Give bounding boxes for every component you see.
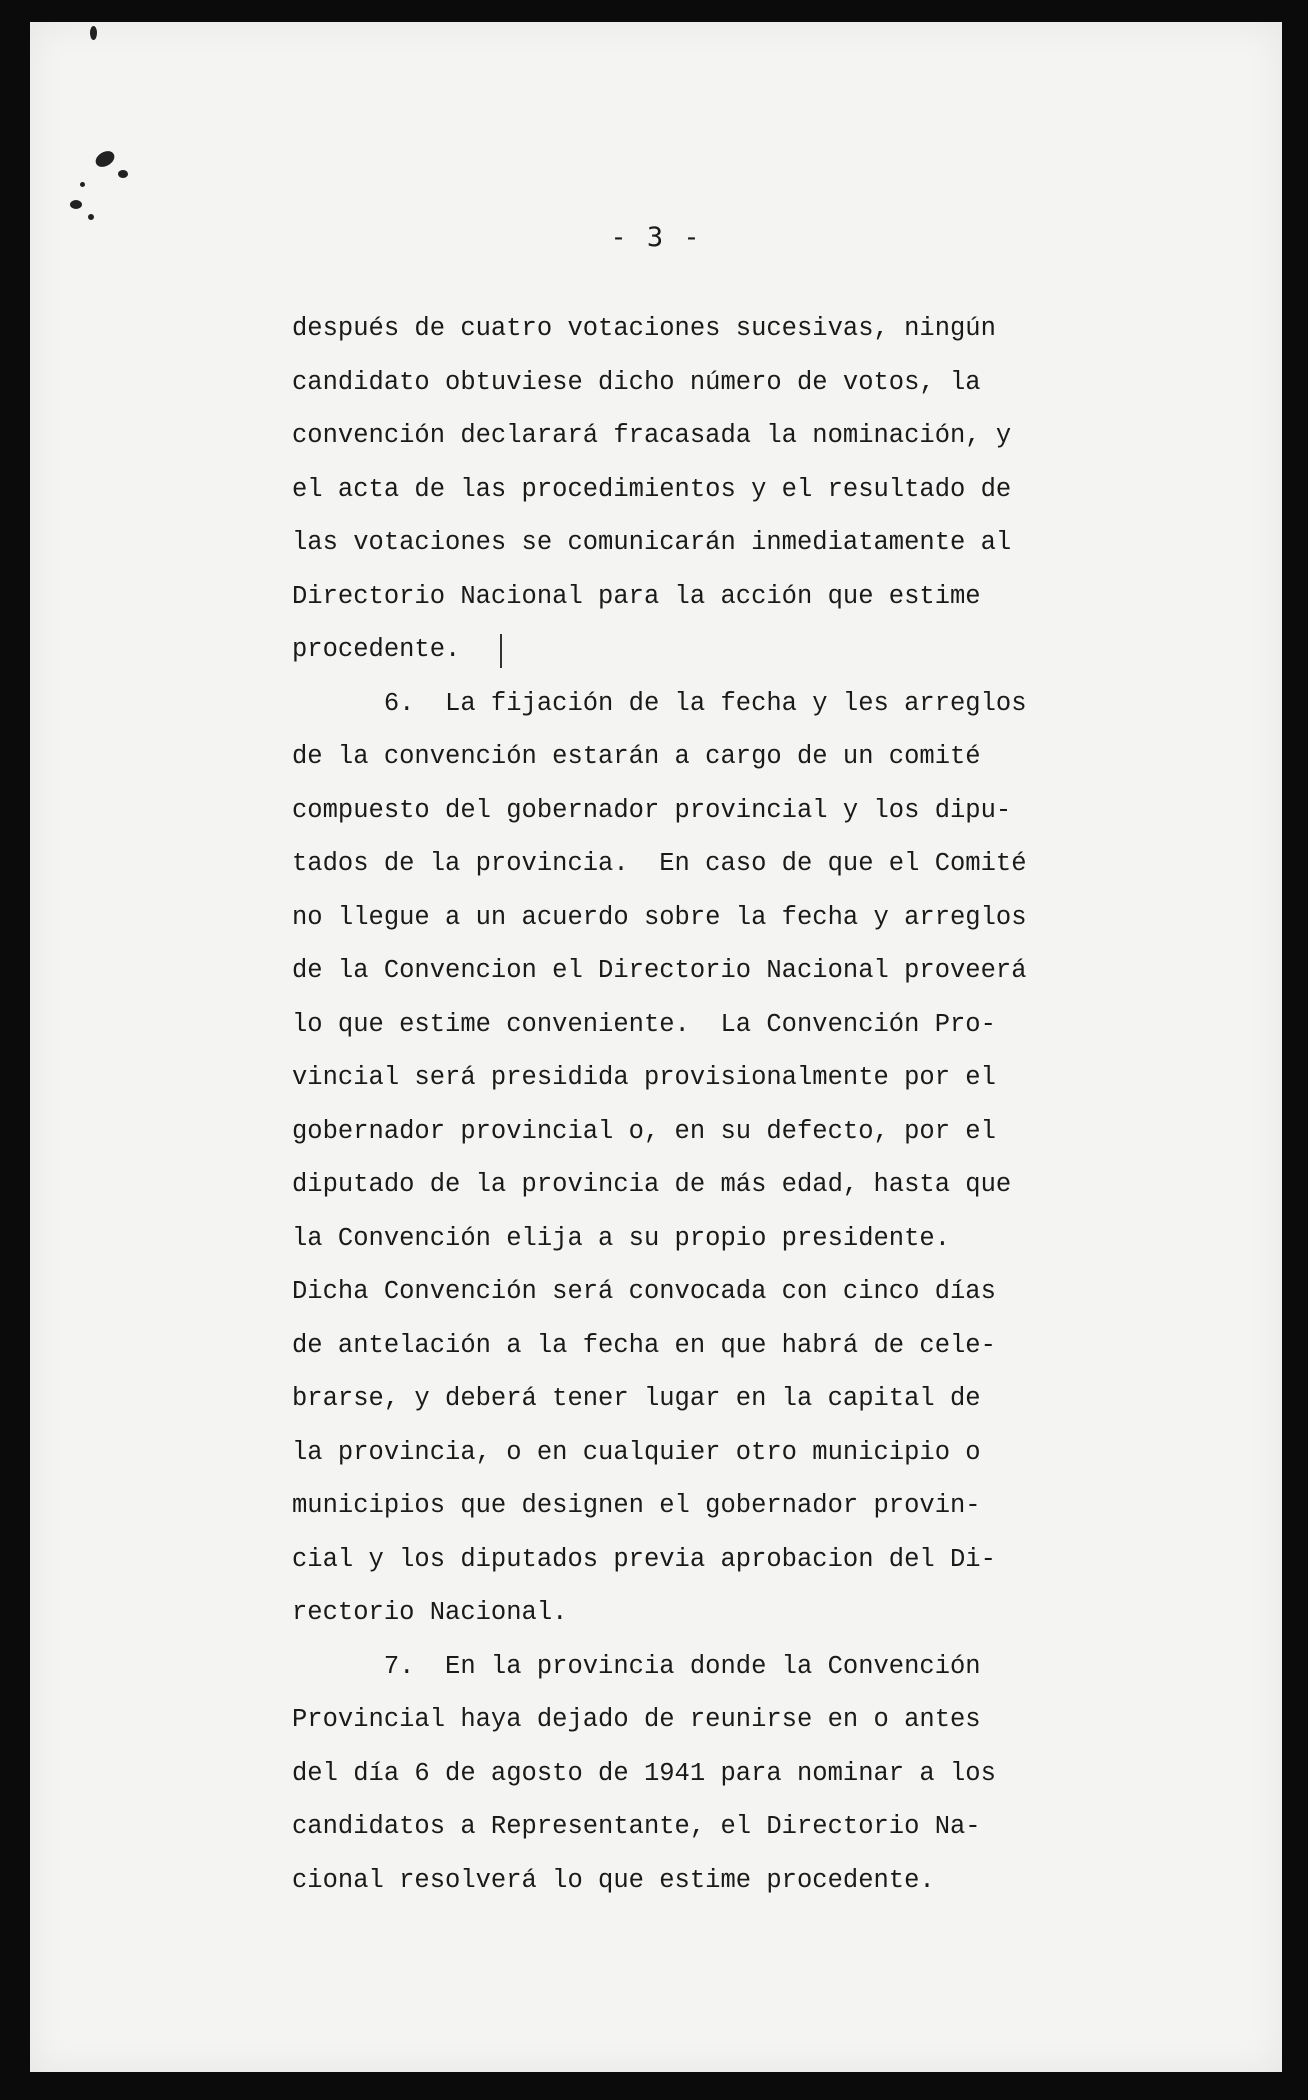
text-line: la Convención elija a su propio presidente. — [292, 1223, 951, 1253]
ink-speck — [90, 26, 97, 40]
text-line: diputado de la provincia de más edad, hasta que — [292, 1170, 1012, 1199]
text-line: del día 6 de agosto de 1941 para nominar a los — [292, 1758, 996, 1788]
ink-speck — [118, 170, 128, 178]
text-line: las votaciones se comunicarán inmediatamente al — [292, 528, 1012, 557]
text-line: el acta de las procedimientos y el resultado de — [292, 474, 1012, 504]
text-line: Provincial haya dejado de reunirse en o antes — [292, 1705, 981, 1734]
text-line: candidatos a Representante, el Directorio Na- — [292, 1812, 981, 1841]
ink-speck — [88, 214, 94, 220]
text-line: brarse, y deberá tener lugar en la capital de — [292, 1384, 981, 1413]
text-line: Dicha Convención será convocada con cinco días — [292, 1277, 996, 1306]
text-line: de la Convencion el Directorio Nacional proveerá — [292, 956, 1027, 985]
text-line: lo que estime conveniente. La Convención Pro- — [292, 1009, 996, 1039]
text-line: 6. La fijación de la fecha y les arreglos — [292, 688, 1027, 718]
text-line: Directorio Nacional para la acción que estime — [292, 581, 981, 611]
text-line: de la convención estarán a cargo de un comité — [292, 742, 981, 771]
paragraph-6 — [292, 677, 1112, 1640]
text-line: tados de la provincia. En caso de que el Comité — [292, 849, 1027, 878]
text-line: no llegue a un acuerdo sobre la fecha y arreglos — [292, 902, 1027, 932]
text-line: compuesto del gobernador provincial y los dipu- — [292, 795, 1012, 825]
text-line: cional resolverá lo que estime procedente. — [292, 1865, 935, 1895]
text-line: después de cuatro votaciones sucesivas, ningún — [292, 314, 996, 343]
pencil-mark — [500, 634, 502, 668]
text-line: la provincia, o en cualquier otro municipio o — [292, 1437, 981, 1467]
document-body — [292, 302, 1112, 1907]
ink-speck — [70, 200, 82, 209]
text-line: gobernador provincial o, en su defecto, por el — [292, 1116, 996, 1146]
text-line: 7. En la provincia donde la Convención — [292, 1651, 981, 1681]
text-line: rectorio Nacional. — [292, 1598, 568, 1627]
text-line: municipios que designen el gobernador provin- — [292, 1491, 981, 1520]
ink-speck — [80, 182, 85, 187]
text-line: vincial será presidida provisionalmente por el — [292, 1063, 996, 1092]
text-line: de antelación a la fecha en que habrá de cele- — [292, 1330, 996, 1360]
page-number: - 3 - — [610, 222, 702, 253]
text-line: candidato obtuviese dicho número de votos, la — [292, 367, 981, 397]
paragraph-5-continued — [292, 302, 1112, 677]
ink-speck — [93, 148, 117, 170]
text-line: procedente. — [292, 635, 461, 664]
text-line: cial y los diputados previa aprobacion del Di- — [292, 1544, 996, 1574]
text-line: convención declarará fracasada la nominación, y — [292, 421, 1012, 450]
paragraph-7 — [292, 1640, 1112, 1908]
document-page — [30, 22, 1282, 2072]
